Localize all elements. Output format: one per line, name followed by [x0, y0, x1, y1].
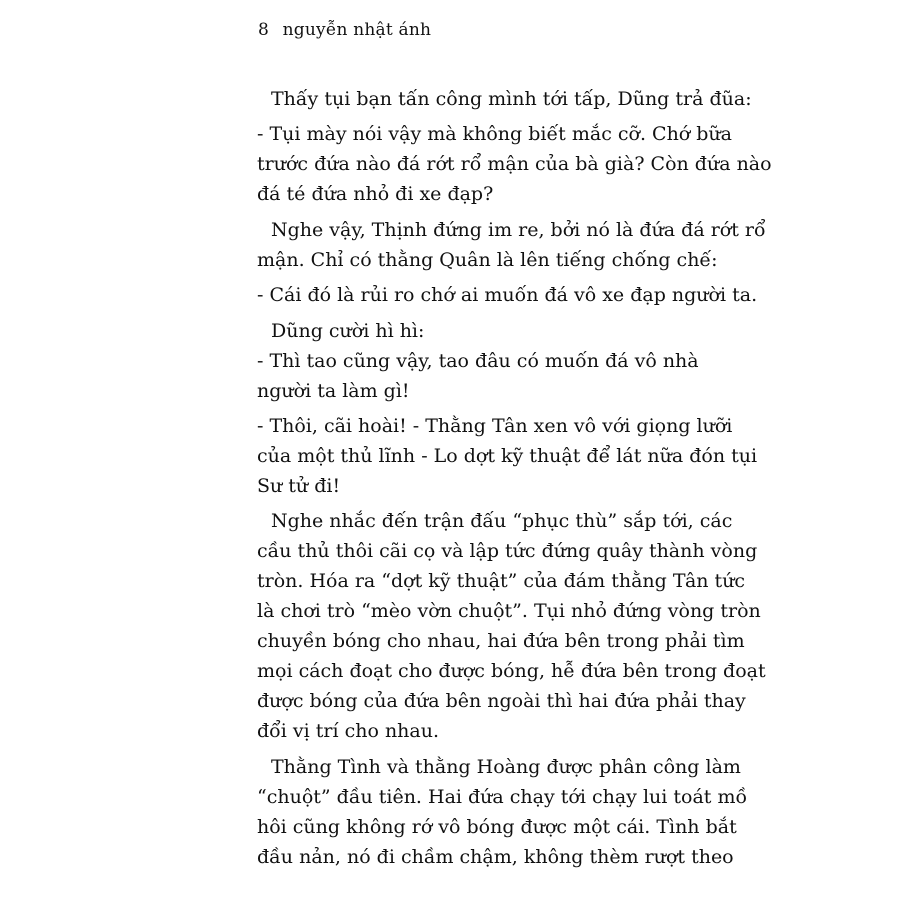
text-line: cầu thủ thôi cãi cọ và lập tức đứng quây thành vòng [257, 540, 758, 562]
text-line: Nghe vậy, Thịnh đứng im re, bởi nó là đứa đá rớt rổ [271, 219, 766, 241]
text-line: mọi cách đoạt cho được bóng, hễ đứa bên trong đoạt [257, 660, 766, 682]
text-line: - Thôi, cãi hoài! - Thằng Tân xen vô với giọng lưỡi [257, 415, 733, 437]
page-number: 8 [258, 20, 270, 40]
text-line: được bóng của đứa bên ngoài thì hai đứa phải thay [257, 690, 746, 712]
text-line: là chơi trò “mèo vờn chuột”. Tụi nhỏ đứng vòng tròn [257, 600, 761, 622]
author-name: nguyễn nhật ánh [282, 20, 432, 40]
running-header [258, 20, 431, 40]
text-line: tròn. Hóa ra “dợt kỹ thuật” của đám thằng Tân tức [257, 570, 746, 592]
text-line: hôi cũng không rớ vô bóng được một cái. Tình bắt [257, 816, 737, 838]
text-line: đầu nản, nó đi chầm chậm, không thèm rượt theo [257, 846, 734, 868]
text-line: trước đứa nào đá rớt rổ mận của bà già? Còn đứa nào [257, 153, 772, 175]
text-line: mận. Chỉ có thằng Quân là lên tiếng chống chế: [257, 249, 718, 271]
text-line: Thấy tụi bạn tấn công mình tới tấp, Dũng trả đũa: [271, 88, 752, 110]
text-line: đổi vị trí cho nhau. [257, 720, 440, 742]
text-line: Dũng cười hì hì: [271, 320, 425, 342]
text-line: của một thủ lĩnh - Lo dợt kỹ thuật để lát nữa đón tụi [257, 445, 758, 467]
text-line: chuyền bóng cho nhau, hai đứa bên trong phải tìm [257, 630, 745, 652]
text-line: người ta làm gì! [257, 380, 410, 402]
text-line: đá té đứa nhỏ đi xe đạp? [257, 183, 494, 205]
text-line: - Tụi mày nói vậy mà không biết mắc cỡ. Chớ bữa [257, 123, 733, 145]
text-line: Sư tử đi! [257, 475, 341, 497]
text-line: - Cái đó là rủi ro chớ ai muốn đá vô xe đạp người ta. [257, 284, 758, 306]
text-line: “chuột” đầu tiên. Hai đứa chạy tới chạy lui toát mồ [257, 786, 748, 808]
text-line: Thằng Tình và thằng Hoàng được phân công làm [271, 756, 741, 778]
text-line: Nghe nhắc đến trận đấu “phục thù” sắp tới, các [271, 510, 733, 532]
text-line: - Thì tao cũng vậy, tao đâu có muốn đá vô nhà [257, 350, 699, 372]
